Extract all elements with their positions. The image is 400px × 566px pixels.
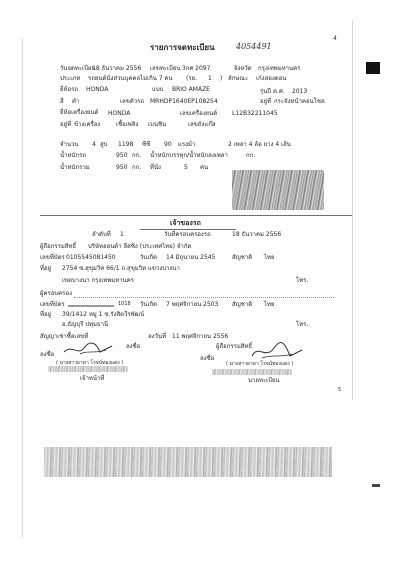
owned-date-value: 18 ธันวาคม 2556 [232, 231, 282, 238]
chassis-value: MRHDP1640EP108254 [150, 98, 218, 105]
holder-addr-value: 39/1412 หมู่ 1 ซ.รังสิตวีรพัฒน์ [62, 311, 145, 318]
tank-label: เลขถังแก๊ส [188, 121, 216, 128]
plate-label: เลขทะเบียน [150, 65, 181, 72]
corner-mark [366, 62, 380, 74]
birth-value: 14 มิถุนายน 2545 [166, 254, 216, 261]
page-corner-number: 4 [333, 35, 337, 42]
corner-mark-bottom [372, 484, 380, 487]
lower-stamp-band [44, 447, 332, 477]
section-divider [40, 215, 352, 216]
load-label: น้ำหนักบรรทุก/น้ำหนักลงเพลา [150, 152, 228, 159]
left-seal-stamp [48, 366, 128, 372]
chassis-loc-value: กระจังหน้าคอนโซล [274, 98, 325, 105]
order-value: 1 [120, 231, 124, 238]
engine-brand-label: ยี่ห้อเครื่องยนต์ [60, 109, 99, 116]
province-value: กรุงเทพมหานคร [258, 65, 301, 72]
nationality-label: สัญชาติ [232, 254, 253, 261]
engine-no-value: L12B32211045 [232, 110, 278, 117]
fuel-value: เบนซิน [148, 121, 167, 128]
load-unit: กก. [246, 152, 256, 159]
gross-value: 950 [116, 164, 128, 171]
class-value: 1 [208, 75, 212, 82]
scan-edge-left [22, 38, 23, 538]
holder-nat-label: สัญชาติ [232, 301, 253, 308]
cyl-label: จำนวน [60, 141, 79, 148]
model-value: BRIO AMAZE [172, 86, 210, 93]
holder-phone-label: โทร. [296, 321, 309, 328]
year-label: รุ่นปี ค.ศ. [260, 88, 285, 95]
type-value: รถยนต์นั่งส่วนบุคคลไม่เกิน 7 คน [88, 75, 173, 82]
sign-right-name: ( นางสาวธาดา โรจน์ทองแดง ) [226, 361, 294, 367]
owned-date-label: วันที่ครอบครองรถ [164, 231, 211, 238]
holder-label: ผู้ครอบครอง [40, 290, 72, 297]
gross-label: น้ำหนักรวม [60, 164, 90, 171]
contract-date-label: ลงวันที่ [148, 333, 167, 340]
sign-left-name: ( นางสาวธาดา โรจน์ทองแดง ) [56, 360, 124, 366]
hp-value: 90 [164, 141, 172, 148]
contract-label: สัญญาเช่าซื้อเลขที่ [40, 333, 89, 340]
owner-heading-underline [140, 229, 236, 230]
sign-left-role: เจ้าหน้าที่ [80, 375, 105, 382]
side-number: 5 [338, 387, 342, 393]
id-label: เลขที่บัตร [40, 254, 65, 261]
phone-label: โทร. [296, 277, 309, 284]
right-seal-stamp [212, 369, 292, 375]
brand-label: ยี่ห้อรถ [60, 86, 78, 93]
province-label: จังหวัด [234, 65, 252, 72]
birth-label: วันเกิด [140, 254, 158, 261]
hp-unit: แรงม้า [178, 141, 196, 148]
seats-unit: คน [200, 164, 209, 171]
nationality-value: ไทย [264, 254, 275, 261]
order-label: ลำดับที่ [92, 231, 111, 238]
holder-birth-label: วันเกิด [140, 301, 158, 308]
sign-left-tail: ลงชื่อ [126, 343, 141, 350]
engine-loc-value: ข้างเครื่อง [74, 121, 101, 128]
class-close: ) [220, 75, 223, 82]
address-label: ที่อยู่ [40, 265, 52, 272]
possessor-label: ผู้ถือกรรมสิทธิ์ [40, 243, 77, 250]
reg-date-label: วันจดทะเบียน [60, 65, 96, 72]
class-label: (รย. [186, 75, 197, 82]
color-value: ดำ [72, 98, 80, 105]
body-label: ลักษณะ [228, 75, 249, 82]
holder-id-redacted [68, 305, 114, 307]
vehicle-stamp-upper [232, 170, 324, 210]
signature-right [248, 342, 308, 362]
holder-id-value: 1018 [118, 301, 131, 307]
cyl-unit: สูบ [100, 141, 108, 148]
chassis-loc-label: อยู่ที่ [260, 98, 272, 105]
contract-date-value: 11 พฤศจิกายน 2556 [172, 333, 229, 340]
weight-label: น้ำหนักรถ [60, 152, 87, 159]
sign-right-prefix: ลงชื่อ [200, 355, 215, 362]
holder-id-label: เลขที่บัตร [40, 301, 65, 308]
holder-birth-value: 7 พฤศจิกายน 2503 [166, 301, 219, 308]
page-title: รายการจดทะเบียน [150, 43, 215, 52]
holder-nat-value: ไทย [264, 301, 275, 308]
holder-addr-value-2: อ.ธัญบุรี ปทุมธานี [62, 321, 109, 328]
signature-left [60, 340, 120, 358]
cyl-value: 4 [92, 141, 96, 148]
cc-unit: ซีซี [142, 141, 151, 148]
holder-dotted-line [74, 297, 334, 298]
address-value-2: เขตบางนา กรุงเทพมหานคร [62, 277, 134, 284]
address-value: 2754 ซ.สุขุมวิท 66/1 ถ.สุขุมวิท แขวงบางนา [62, 265, 180, 272]
model-label: แบบ [152, 86, 164, 93]
fuel-label: เชื้อเพลิง [116, 121, 139, 128]
chassis-label: เลขตัวรถ [120, 98, 144, 105]
id-value: 0105545081450 [66, 254, 116, 261]
year-value: 2013 [292, 88, 308, 95]
color-label: สี [60, 98, 64, 105]
seats-value: 5 [184, 164, 188, 171]
sign-right-role: นายทะเบียน [248, 377, 280, 384]
scan-edge-right [352, 20, 353, 400]
possessor-value: บริษัทฮอนด้า ลีสซิ่ง (ประเทศไทย) จำกัด [88, 243, 192, 250]
sign-right-label: ผู้ถือกรรมสิทธิ์ [216, 343, 253, 350]
weight-unit: กก. [132, 152, 142, 159]
gross-unit: กก. [132, 164, 142, 171]
sign-left-label: ลงชื่อ [40, 351, 55, 358]
owner-heading: เจ้าของรถ [170, 219, 201, 227]
brand-value: HONDA [86, 86, 109, 93]
engine-no-label: เลขเครื่องยนต์ [180, 110, 218, 117]
type-label: ประเภท [60, 75, 81, 82]
plate-value: 3กศ 2097 [182, 65, 211, 72]
doc-number: 4054491 [236, 42, 272, 51]
engine-loc-label: อยู่ที่ [60, 121, 72, 128]
reg-date-value: 18 ธันวาคม 2556 [92, 65, 142, 72]
body-value: เก๋งสองตอน [256, 75, 287, 82]
weight-value: 950 [116, 152, 128, 159]
axle-value: 2 เพลา 4 ล้อ ยาง 4 เส้น [228, 141, 291, 148]
seats-label: ที่นั่ง [150, 164, 161, 171]
cc-value: 1198 [118, 141, 134, 148]
holder-addr-label: ที่อยู่ [40, 311, 52, 318]
engine-brand-value: HONDA [108, 110, 131, 117]
